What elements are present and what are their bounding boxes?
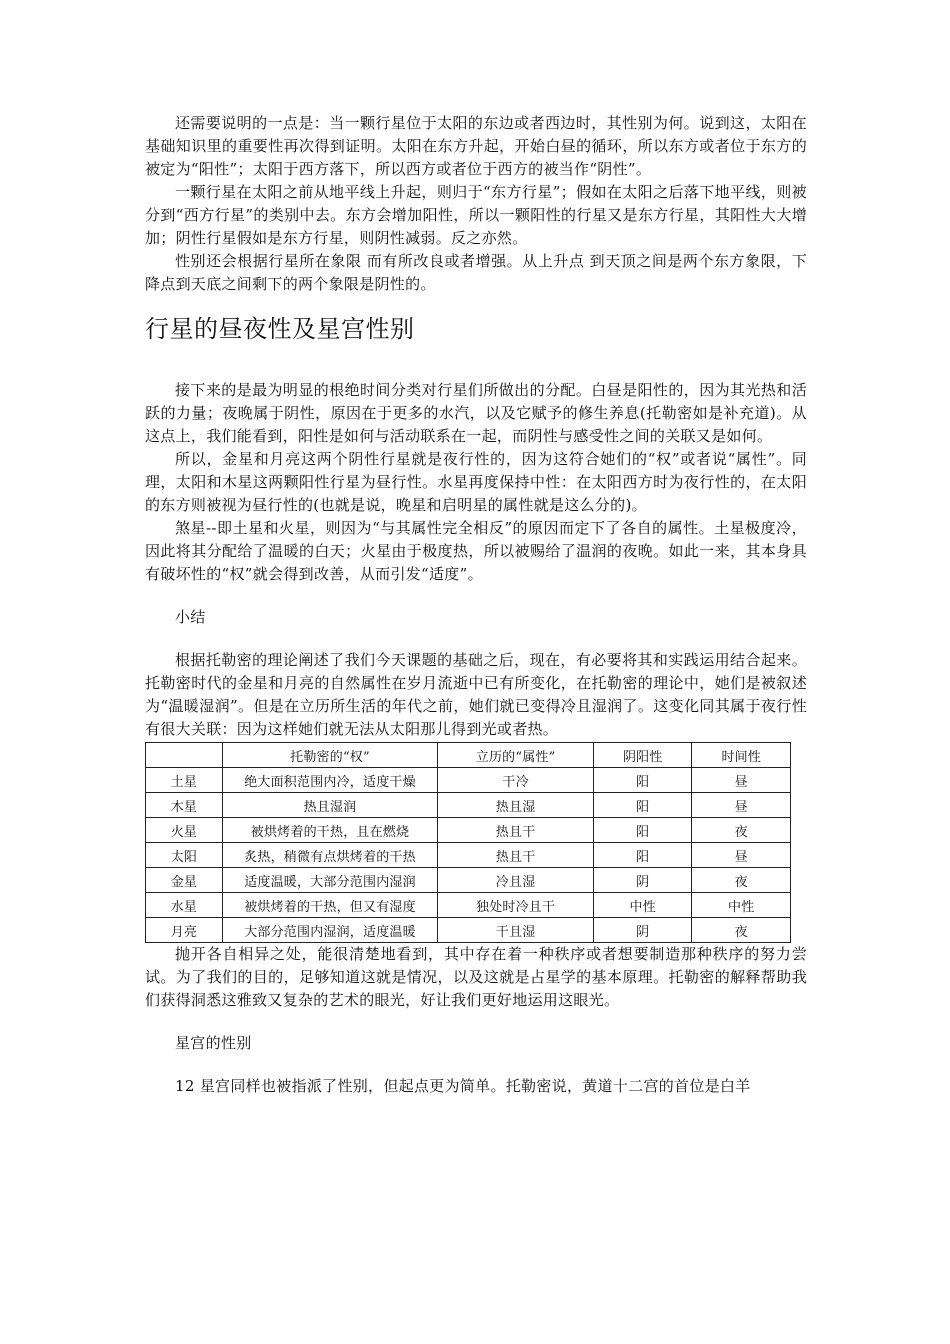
table-cell: 金星 — [146, 868, 223, 893]
intro-paragraph-1: 还需要说明的一点是：当一颗行星位于太阳的东边或者西边时，其性别为何。说到这，太阳在基础知识里的重要性再次得到证明。太阳在东方升起，开始白昼的循环，所以东方或者位于东方的被定为“阳性”；太阳于西方落下，所以西方或者位于西方的被当作“阴性”。 — [145, 114, 807, 178]
table-cell: 阴 — [594, 868, 692, 893]
table-cell: 被烘烤着的干热，但又有湿度 — [222, 893, 437, 918]
table-cell: 干且湿 — [438, 918, 594, 943]
table-cell: 被烘烤着的干热，且在燃烧 — [222, 818, 437, 843]
document-page — [145, 112, 807, 1098]
table-cell: 木星 — [146, 793, 223, 818]
table-cell: 昼 — [692, 768, 791, 793]
table-cell: 昼 — [692, 793, 791, 818]
table-cell: 炙热，稍微有点烘烤着的干热 — [222, 843, 437, 868]
table-header-cell: 立历的“属性” — [438, 743, 594, 768]
planet-attributes-table — [145, 742, 791, 943]
table-cell: 阴 — [594, 918, 692, 943]
table-cell: 阳 — [594, 818, 692, 843]
table-cell: 阳 — [594, 843, 692, 868]
table-cell: 阳 — [594, 793, 692, 818]
table-cell: 土星 — [146, 768, 223, 793]
table-header-cell: 托勒密的“权” — [222, 743, 437, 768]
table-cell: 干冷 — [438, 768, 594, 793]
summary-heading: 小结 — [175, 608, 206, 626]
table-cell: 夜 — [692, 918, 791, 943]
table-row — [146, 793, 791, 818]
day-night-paragraph-2: 所以，金星和月亮这两个阴性行星就是夜行性的，因为这符合她们的“权”或者说“属性”。同理，太阳和木星这两颗阳性行星为昼行性。水星再度保持中性：在太阳西方时为夜行性的，在太阳的东方则被视为昼行性的(也就是说，晚星和启明星的属性就是这么分的)。 — [145, 450, 807, 514]
table-header-cell: 阴阳性 — [594, 743, 692, 768]
table-cell: 冷且湿 — [438, 868, 594, 893]
table-cell: 热且湿润 — [222, 793, 437, 818]
table-cell: 绝大面积范围内冷，适度干燥 — [222, 768, 437, 793]
intro-paragraph-3: 性别还会根据行星所在象限 而有所改良或者增强。从上升点 到天顶之间是两个东方象限，下降点到天底之间剩下的两个象限是阴性的。 — [145, 252, 807, 293]
table-cell: 热且干 — [438, 818, 594, 843]
sign-gender-heading: 星宫的性别 — [175, 1034, 252, 1052]
table-cell: 水星 — [146, 893, 223, 918]
section-title: 行星的昼夜性及星宫性别 — [145, 315, 415, 343]
table-cell: 适度温暖，大部分范围内湿润 — [222, 868, 437, 893]
intro-paragraph-2: 一颗行星在太阳之前从地平线上升起，则归于“东方行星”；假如在太阳之后落下地平线，则被分到“西方行星”的类别中去。东方会增加阳性，所以一颗阳性的行星又是东方行星，其阳性大大增加；阴性行星假如是东方行星，则阴性减弱。反之亦然。 — [145, 183, 807, 247]
table-row — [146, 843, 791, 868]
table-cell: 昼 — [692, 843, 791, 868]
table-row — [146, 893, 791, 918]
table-cell: 阳 — [594, 768, 692, 793]
table-cell: 独处时冷且干 — [438, 893, 594, 918]
table-cell: 中性 — [692, 893, 791, 918]
table-row — [146, 768, 791, 793]
day-night-paragraph-1: 接下来的是最为明显的根绝时间分类对行星们所做出的分配。白昼是阳性的，因为其光热和活跃的力量；夜晚属于阴性，原因在于更多的水汽，以及它赋予的修生养息(托勒密如是补充道)。从这点上，我们能看到，阳性是如何与活动联系在一起，而阴性与感受性之间的关联又是如何。 — [145, 381, 807, 445]
table-header-row — [146, 743, 791, 768]
table-cell: 中性 — [594, 893, 692, 918]
table-row — [146, 818, 791, 843]
table-cell: 热且干 — [438, 843, 594, 868]
table-row — [146, 918, 791, 943]
after-table-paragraph: 抛开各自相异之处，能很清楚地看到，其中存在着一种秩序或者想要制造那种秩序的努力尝试。为了我们的目的，足够知道这就是情况，以及这就是占星学的基本原理。托勒密的解释帮助我们获得洞悉这雅致又复杂的艺术的眼光，好让我们更好地运用这眼光。 — [145, 945, 807, 1009]
table-cell: 太阳 — [146, 843, 223, 868]
table-header-cell — [146, 743, 223, 768]
table-cell: 火星 — [146, 818, 223, 843]
table-cell: 热且湿 — [438, 793, 594, 818]
table-row — [146, 868, 791, 893]
summary-paragraph: 根据托勒密的理论阐述了我们今天课题的基础之后，现在，有必要将其和实践运用结合起来。托勒密时代的金星和月亮的自然属性在岁月流逝中已有所变化，在托勒密的理论中，她们是被叙述为“温暖湿润”。但是在立历所生活的年代之前，她们就已变得冷且湿润了。这变化同其属于夜行性有很大关联：因为这样她们就无法从太阳那儿得到光或者热。 — [145, 651, 807, 738]
table-cell: 月亮 — [146, 918, 223, 943]
sign-gender-paragraph: 12 星宫同样也被指派了性别，但起点更为简单。托勒密说，黄道十二宫的首位是白羊 — [175, 1077, 751, 1095]
table-header-cell: 时间性 — [692, 743, 791, 768]
day-night-paragraph-3: 煞星--即土星和火星，则因为“与其属性完全相反”的原因而定下了各自的属性。土星极度冷，因此将其分配给了温暖的白天；火星由于极度热，所以被赐给了温润的夜晚。如此一来，其本身具有破坏性的“权”就会得到改善，从而引发“适度”。 — [145, 519, 807, 583]
table-cell: 夜 — [692, 818, 791, 843]
table-cell: 夜 — [692, 868, 791, 893]
table-cell: 大部分范围内湿润，适度温暖 — [222, 918, 437, 943]
